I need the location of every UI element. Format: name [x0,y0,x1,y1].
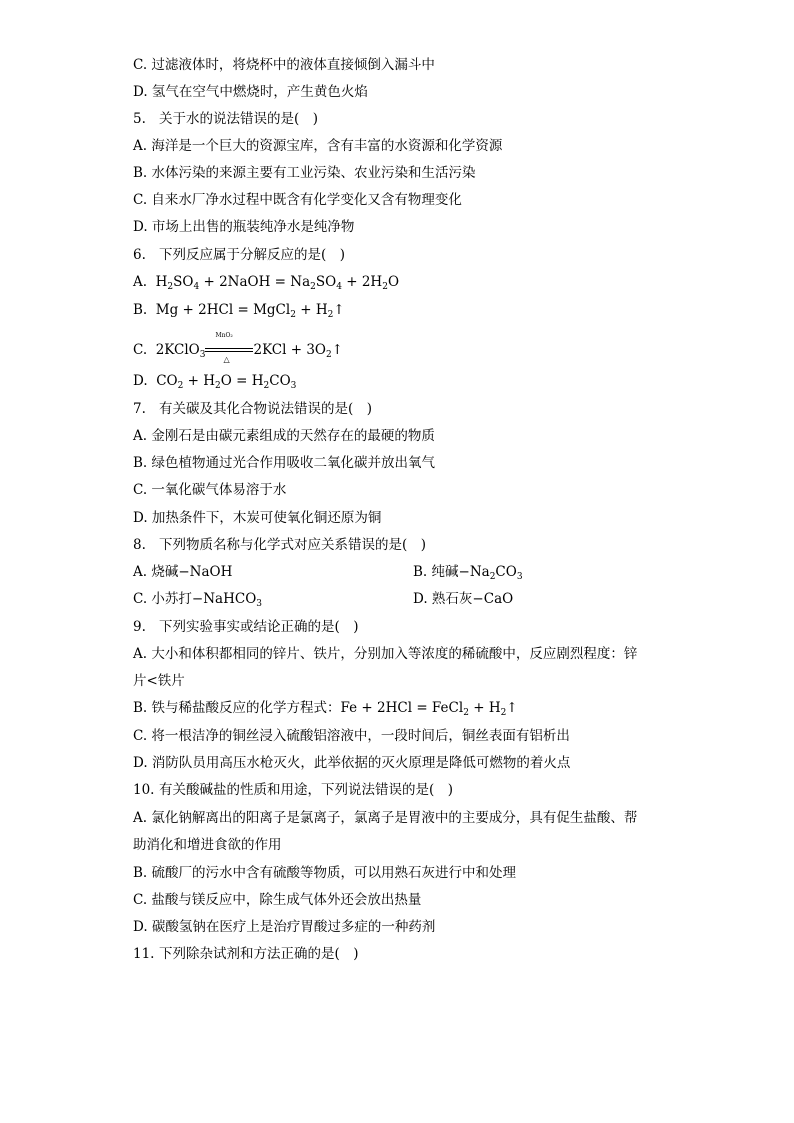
question-text: 有关碳及其化合物说法错误的是( ) [159,401,373,417]
question-text: 下列反应属于分解反应的是( ) [159,247,346,263]
question-text: 有关酸碱盐的性质和用途，下列说法错误的是( ) [159,782,454,798]
catalyst-label: MnO₂ [215,332,233,339]
question-number: 6. [133,247,146,263]
q6-option-b: B. Mg + 2HCl = MgCl$_2$ + $H_2↑$ [133,302,345,320]
question-number: 8. [133,537,146,553]
q9-option-c: C. 将一根洁净的铜丝浸入硫酸铝溶液中，一段时间后，铜丝表面有铝析出 [133,728,570,744]
option-label: B. [133,302,148,318]
q11-stem [133,945,359,963]
q9-option-a-line1: A. 大小和体积都相同的锌片、铁片，分别加入等浓度的稀硫酸中，反应剧烈程度：锌 [133,646,638,662]
q5-option-a: A. 海洋是一个巨大的资源宝库，含有丰富的水资源和化学资源 [133,138,503,154]
option-label: D. [133,373,148,389]
q9-option-b: B. 铁与稀盐酸反应的化学方程式：Fe + 2HCl = FeCl$_2$ + $H_2↑$ [133,700,518,718]
q7-option-c: C. 一氧化碳气体易溶于水 [133,482,287,498]
q7-stem [133,400,372,418]
q7-option-b: B. 绿色植物通过光合作用吸收二氧化碳并放出氧气 [133,455,436,471]
q10-option-b: B. 硫酸厂的污水中含有硫酸等物质，可以用熟石灰进行中和处理 [133,865,517,881]
question-number: 9. [133,619,146,635]
q10-option-d: D. 碳酸氢钠在医疗上是治疗胃酸过多症的一种药剂 [133,919,436,935]
question-text: 关于水的说法错误的是( ) [159,111,319,127]
q5-stem [133,110,318,128]
reaction-condition [205,332,253,364]
q8-stem [133,536,426,554]
question-text: 下列实验事实或结论正确的是( ) [159,619,359,635]
q4-option-d: D. 氢气在空气中燃烧时，产生黄色火焰 [133,84,368,100]
q10-option-c: C. 盐酸与镁反应中，除生成气体外还会放出热量 [133,892,422,908]
q10-option-a-line2: 助消化和增进食欲的作用 [133,837,282,853]
q6-option-a: A. $H_2SO_4$ + 2NaOH = $Na_2SO_4 + 2H_2O$ [133,274,400,292]
q9-option-a-line2: 片<铁片 [133,673,185,689]
heat-symbol: △ [223,355,230,364]
question-text: 下列物质名称与化学式对应关系错误的是( ) [159,537,427,553]
q5-option-d: D. 市场上出售的瓶装纯净水是纯净物 [133,219,355,235]
q8-option-b: B. 纯碱$-Na_2CO_3$ [413,564,523,582]
question-number: 7. [133,401,146,417]
q6-option-c: C. 2KClO$_3$ MnO₂ △ $2KCl + 3O_2↑$ [133,341,343,359]
option-label: C. [133,342,148,358]
option-label: A. [133,274,148,290]
q7-option-a: A. 金刚石是由碳元素组成的天然存在的最硬的物质 [133,428,435,444]
question-number: 10. [133,782,155,798]
q9-stem [133,618,359,636]
q4-option-c: C. 过滤液体时，将烧杯中的液体直接倾倒入漏斗中 [133,57,435,73]
q7-option-d: D. 加热条件下，木炭可使氧化铜还原为铜 [133,510,382,526]
q8-option-a: A. 烧碱−NaOH [133,564,233,580]
q8-option-c: C. 小苏打−NaHCO$_3$ [133,591,263,609]
q8-option-d: D. 熟石灰−CaO [413,591,514,607]
q9-option-d: D. 消防队员用高压水枪灭火，此举依据的灭火原理是降低可燃物的着火点 [133,755,571,771]
q6-option-d: D. $CO_2 + H_2O = H_2CO_3$ [133,373,297,391]
q10-stem [133,781,453,799]
question-number: 5. [133,111,146,127]
q6-stem [133,246,345,264]
q10-option-a-line1: A. 氯化钠解离出的阳离子是氯离子，氯离子是胃液中的主要成分，具有促生盐酸、帮 [133,810,638,826]
question-text: 下列除杂试剂和方法正确的是( ) [159,946,359,962]
q5-option-b: B. 水体污染的来源主要有工业污染、农业污染和生活污染 [133,165,476,181]
q5-option-c: C. 自来水厂净水过程中既含有化学变化又含有物理变化 [133,192,462,208]
question-number: 11. [133,946,155,962]
